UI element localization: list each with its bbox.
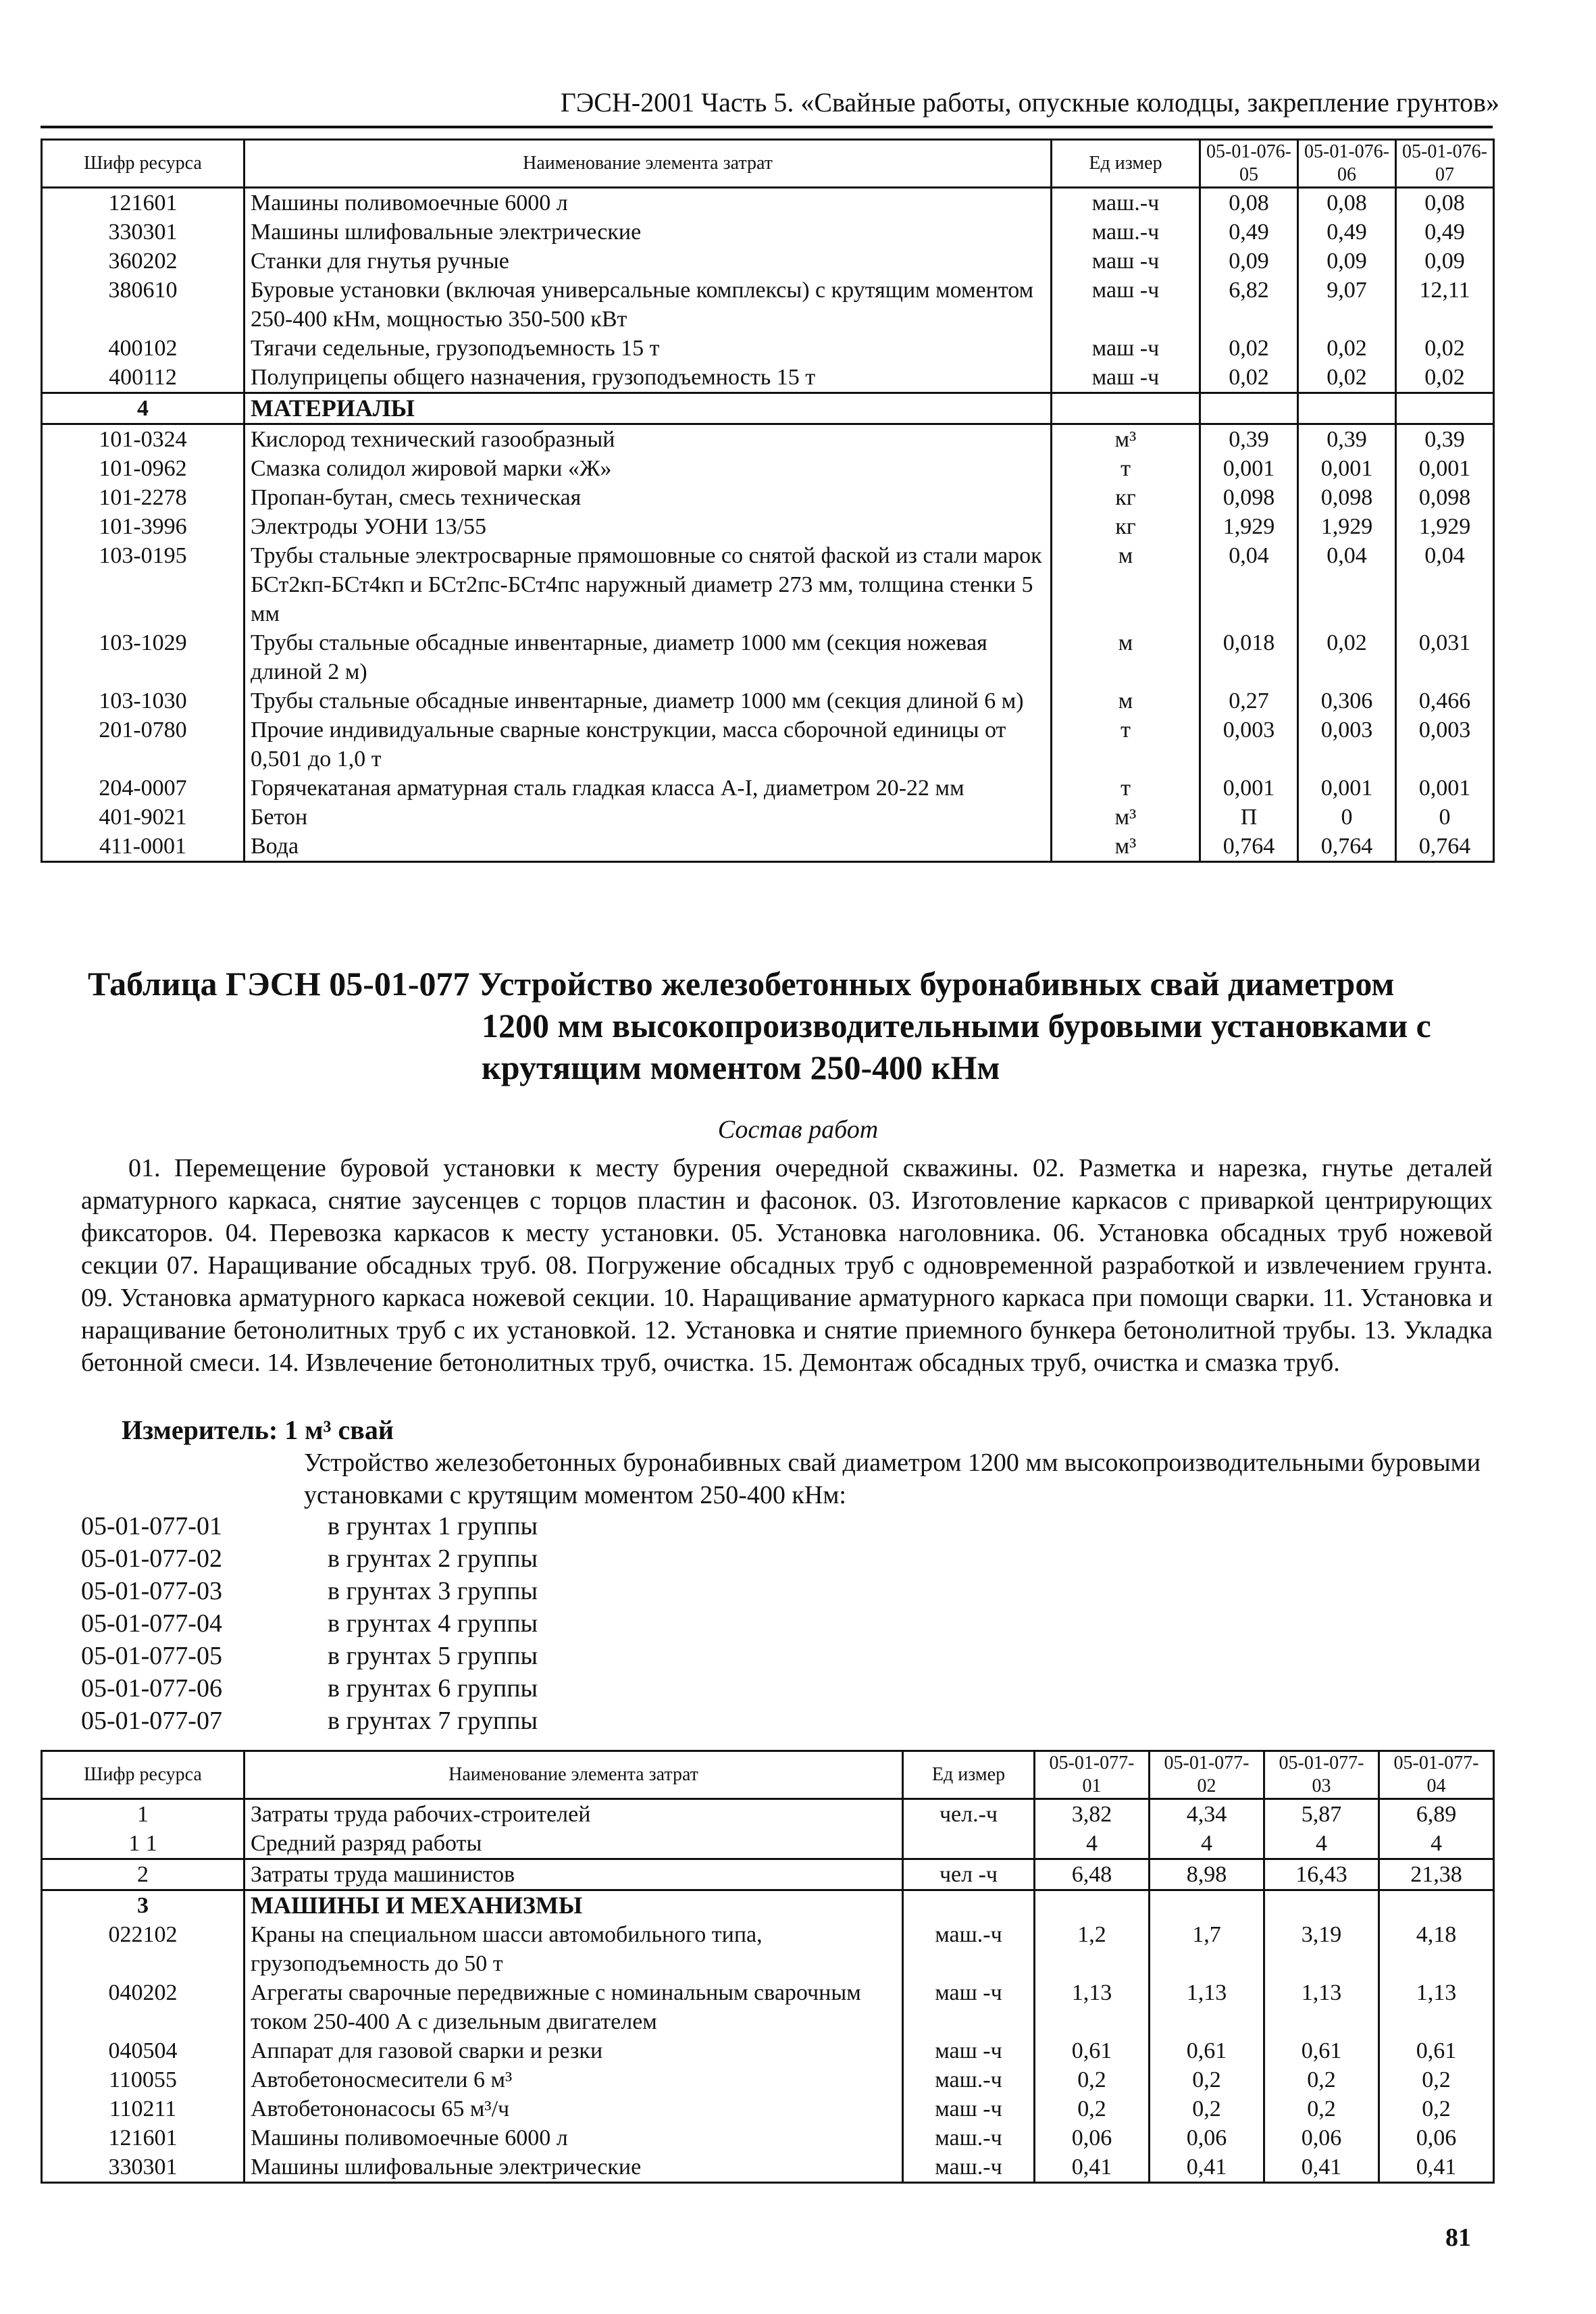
resource-value: 0,61	[1150, 2036, 1264, 2065]
resource-name: Трубы стальные обсадные инвентарные, диаметр 1000 мм (секция длиной 6 м)	[244, 686, 1052, 715]
norm-code: 05-01-077-01	[81, 1512, 222, 1540]
resource-value: 1,929	[1396, 512, 1494, 541]
column-header: Наименование элемента затрат	[244, 1751, 903, 1799]
norm-code-description: в грунтах 4 группы	[328, 1609, 538, 1638]
resource-value: 4	[1035, 1829, 1150, 1859]
resource-value: 6,48	[1035, 1859, 1150, 1890]
resource-value: 16,43	[1264, 1859, 1379, 1890]
table-row	[42, 276, 1494, 334]
table-row	[42, 628, 1494, 686]
table-row	[42, 1829, 1494, 1859]
resource-value: 0,41	[1379, 2153, 1494, 2183]
table-row	[42, 334, 1494, 363]
resource-unit	[903, 1829, 1035, 1859]
resource-code: 4	[42, 393, 244, 424]
resource-name: Затраты труда рабочих-строителей	[244, 1799, 903, 1830]
resource-unit: маш.-ч	[903, 1920, 1035, 1978]
resource-value: 0,39	[1200, 424, 1298, 455]
resource-value: 0,04	[1298, 541, 1396, 628]
resource-unit: м³	[1052, 424, 1200, 455]
table-row	[42, 1799, 1494, 1830]
table-row	[42, 686, 1494, 715]
resource-value: П	[1200, 803, 1298, 832]
resource-code: 380610	[42, 276, 244, 334]
column-header: 05-01-076-07	[1396, 140, 1494, 188]
table-row	[42, 1920, 1494, 1978]
resource-unit: м	[1052, 686, 1200, 715]
resource-value: 0,764	[1200, 832, 1298, 862]
column-header: 05-01-076-05	[1200, 140, 1298, 188]
norm-code: 05-01-077-02	[81, 1544, 222, 1573]
table-row	[42, 393, 1494, 424]
column-header: 05-01-076-06	[1298, 140, 1396, 188]
resource-value: 0,2	[1035, 2094, 1150, 2123]
resource-value: 0,2	[1264, 2094, 1379, 2123]
norm-codes-list	[81, 1510, 689, 1737]
table-row	[42, 832, 1494, 862]
resource-name: Буровые установки (включая универсальные комплексы) с крутящим моментом 250-400 кНм, мощностью 350-500 кВт	[244, 276, 1052, 334]
resource-value: 0,49	[1396, 218, 1494, 247]
table-header-row	[42, 140, 1494, 188]
column-header: Ед измер	[903, 1751, 1035, 1799]
resource-value: 0,61	[1379, 2036, 1494, 2065]
resource-value: 0,41	[1035, 2153, 1150, 2183]
resource-value: 0,06	[1379, 2123, 1494, 2153]
resource-name: Пропан-бутан, смесь техническая	[244, 483, 1052, 512]
column-header: Шифр ресурса	[42, 140, 244, 188]
table-row	[42, 188, 1494, 218]
resource-code: 1	[42, 1799, 244, 1830]
resource-code: 101-0324	[42, 424, 244, 455]
column-header: Наименование элемента затрат	[244, 140, 1052, 188]
norm-code-description: в грунтах 7 группы	[328, 1707, 538, 1735]
resource-value: 0,02	[1396, 334, 1494, 363]
resource-unit: маш.-ч	[903, 2153, 1035, 2183]
resource-code: 204-0007	[42, 774, 244, 803]
norm-code-description: в грунтах 1 группы	[328, 1512, 538, 1540]
measure-unit: Измеритель: 1 м³ свай	[122, 1415, 394, 1445]
resource-value	[1150, 1890, 1264, 1921]
resource-value: 0,466	[1396, 686, 1494, 715]
resource-value: 0,06	[1035, 2123, 1150, 2153]
resource-name: Автобетононасосы 65 м³/ч	[244, 2094, 903, 2123]
resource-unit: кг	[1052, 512, 1200, 541]
resource-unit: м³	[1052, 803, 1200, 832]
resource-value: 6,89	[1379, 1799, 1494, 1830]
resource-unit: маш.-ч	[903, 2065, 1035, 2094]
resource-value: 0,39	[1298, 424, 1396, 455]
resource-unit: т	[1052, 454, 1200, 483]
table-title-line2: 1200 мм высокопроизводительными буровыми установками с	[482, 1007, 1431, 1045]
norm-code-item	[81, 1542, 689, 1575]
resource-value: 4,34	[1150, 1799, 1264, 1830]
resource-value: 0,04	[1396, 541, 1494, 628]
column-header: 05-01-077-02	[1150, 1751, 1264, 1799]
resource-value: 1,13	[1264, 1978, 1379, 2036]
resource-value: 0,764	[1298, 832, 1396, 862]
resource-unit: кг	[1052, 483, 1200, 512]
resource-code: 411-0001	[42, 832, 244, 862]
resource-value: 0,49	[1298, 218, 1396, 247]
resource-code: 101-0962	[42, 454, 244, 483]
resource-value: 0,001	[1396, 774, 1494, 803]
norm-code-description: в грунтах 6 группы	[328, 1674, 538, 1703]
norm-code-item	[81, 1607, 689, 1640]
resource-name: Краны на специальном шасси автомобильного типа, грузоподъемность до 50 т	[244, 1920, 903, 1978]
resource-value: 0,09	[1298, 247, 1396, 276]
resource-name: МАТЕРИАЛЫ	[244, 393, 1052, 424]
resource-unit: маш.-ч	[903, 2123, 1035, 2153]
measure-description: Устройство железобетонных буронабивных свай диаметром 1200 мм высокопроизводительными буровыми установками с крутящим моментом 250-400 кНм:	[304, 1449, 1481, 1509]
table-row	[42, 2036, 1494, 2065]
table-title-line1: Таблица ГЭСН 05-01-077 Устройство железобетонных буронабивных свай диаметром	[88, 965, 1395, 1003]
resource-unit: маш -ч	[903, 1978, 1035, 2036]
resource-value: 0,003	[1200, 715, 1298, 774]
resource-name: Трубы стальные электросварные прямошовные со снятой фаской из стали марок БСт2кп-БСт4кп и БСт2пс-БСт4пс наружный диаметр 273 мм, толщина стенки 5 мм	[244, 541, 1052, 628]
resource-code: 330301	[42, 2153, 244, 2183]
resource-name: Кислород технический газообразный	[244, 424, 1052, 455]
resource-value: 0	[1298, 803, 1396, 832]
resource-name: Вода	[244, 832, 1052, 862]
resource-unit: м	[1052, 628, 1200, 686]
norm-code: 05-01-077-06	[81, 1674, 222, 1703]
resource-value: 1,2	[1035, 1920, 1150, 1978]
table-row	[42, 2065, 1494, 2094]
resource-value: 0,018	[1200, 628, 1298, 686]
resource-value: 4	[1150, 1829, 1264, 1859]
resource-unit: м³	[1052, 832, 1200, 862]
resource-name: Горячекатаная арматурная сталь гладкая класса А-I, диаметром 20-22 мм	[244, 774, 1052, 803]
works-composition-label: Состав работ	[717, 1115, 879, 1144]
resource-value: 4,18	[1379, 1920, 1494, 1978]
resource-value: 5,87	[1264, 1799, 1379, 1830]
table-row	[42, 803, 1494, 832]
norm-code-item	[81, 1672, 689, 1705]
resource-unit: м	[1052, 541, 1200, 628]
resource-value: 0,003	[1396, 715, 1494, 774]
resource-code: 022102	[42, 1920, 244, 1978]
norm-code-item	[81, 1575, 689, 1607]
resource-value: 21,38	[1379, 1859, 1494, 1890]
table-row	[42, 2153, 1494, 2183]
resource-value	[1200, 393, 1298, 424]
resource-name: МАШИНЫ И МЕХАНИЗМЫ	[244, 1890, 903, 1921]
norm-code: 05-01-077-04	[81, 1609, 222, 1638]
table-title-line3: крутящим моментом 250-400 кНм	[482, 1049, 1000, 1086]
resource-code: 2	[42, 1859, 244, 1890]
resource-name: Средний разряд работы	[244, 1829, 903, 1859]
resource-value: 0,2	[1150, 2094, 1264, 2123]
header-rule	[41, 126, 1493, 128]
resource-value: 0,09	[1200, 247, 1298, 276]
resource-value: 0,001	[1298, 454, 1396, 483]
resource-code: 101-3996	[42, 512, 244, 541]
resource-value: 0,02	[1200, 334, 1298, 363]
resource-value: 0,39	[1396, 424, 1494, 455]
resource-value: 12,11	[1396, 276, 1494, 334]
table-row	[42, 1978, 1494, 2036]
resource-value: 4	[1379, 1829, 1494, 1859]
resource-value: 0,2	[1379, 2094, 1494, 2123]
resource-value: 0,02	[1298, 628, 1396, 686]
resource-unit: чел -ч	[903, 1859, 1035, 1890]
resource-name: Аппарат для газовой сварки и резки	[244, 2036, 903, 2065]
table-row	[42, 774, 1494, 803]
resource-value: 0,04	[1200, 541, 1298, 628]
resource-value: 0,001	[1396, 454, 1494, 483]
resource-value	[1396, 393, 1494, 424]
resource-value: 4	[1264, 1829, 1379, 1859]
resource-value: 0,08	[1298, 188, 1396, 218]
resource-unit: маш -ч	[1052, 247, 1200, 276]
resource-table-076	[41, 139, 1495, 863]
resource-code: 103-0195	[42, 541, 244, 628]
resource-value: 3,82	[1035, 1799, 1150, 1830]
norm-code-description: в грунтах 3 группы	[328, 1577, 538, 1605]
resource-value: 0,02	[1298, 334, 1396, 363]
resource-value: 8,98	[1150, 1859, 1264, 1890]
table-row	[42, 512, 1494, 541]
table-row	[42, 483, 1494, 512]
resource-name: Машины шлифовальные электрические	[244, 2153, 903, 2183]
resource-value: 1,13	[1150, 1978, 1264, 2036]
resource-value: 9,07	[1298, 276, 1396, 334]
resource-value: 0,41	[1264, 2153, 1379, 2183]
resource-value: 1,7	[1150, 1920, 1264, 1978]
table-row	[42, 363, 1494, 393]
resource-code: 3	[42, 1890, 244, 1921]
resource-name: Машины поливомоечные 6000 л	[244, 2123, 903, 2153]
resource-value: 0,001	[1200, 774, 1298, 803]
resource-code: 400112	[42, 363, 244, 393]
resource-value: 0,08	[1200, 188, 1298, 218]
column-header: 05-01-077-04	[1379, 1751, 1494, 1799]
table-row	[42, 2094, 1494, 2123]
resource-code: 040504	[42, 2036, 244, 2065]
resource-name: Трубы стальные обсадные инвентарные, диаметр 1000 мм (секция ножевая длиной 2 м)	[244, 628, 1052, 686]
resource-value: 0,09	[1396, 247, 1494, 276]
resource-value: 1,929	[1298, 512, 1396, 541]
column-header: Ед измер	[1052, 140, 1200, 188]
resource-value: 0,08	[1396, 188, 1494, 218]
resource-unit: маш -ч	[903, 2094, 1035, 2123]
resource-value: 0,001	[1200, 454, 1298, 483]
resource-code: 110055	[42, 2065, 244, 2094]
resource-value: 1,929	[1200, 512, 1298, 541]
resource-name: Смазка солидол жировой марки «Ж»	[244, 454, 1052, 483]
table-row	[42, 1859, 1494, 1890]
resource-value: 0,003	[1298, 715, 1396, 774]
table-row	[42, 1890, 1494, 1921]
resource-value: 0,2	[1035, 2065, 1150, 2094]
resource-value: 0,2	[1264, 2065, 1379, 2094]
resource-value: 0,02	[1298, 363, 1396, 393]
resource-code: 040202	[42, 1978, 244, 2036]
works-composition-text: 01. Перемещение буровой установки к месту бурения очередной скважины. 02. Разметка и нарезка, гнутье деталей арматурного каркаса, снятие заусенцев с торцов пластин и фасонок. 03. Изготовление каркасов с приваркой центрирующих фиксаторов. 04. Перевозка каркасов к месту установки. 05. Установка наголовника. 06. Установка обсадных труб ножевой секции 07. Наращивание обсадных труб. 08. Погружение обсадных труб с одновременной разработкой и извлечением грунта. 09. Установка арматурного каркаса ножевой секции. 10. Наращивание арматурного каркаса при помощи сварки. 11. Установка и наращивание бетонолитных труб с их установкой. 12. Установка и снятие приемного бункера бетонолитной трубы. 13. Укладка бетонной смеси. 14. Извлечение бетонолитных труб, очистка. 15. Демонтаж обсадных труб, очистка и смазка труб.	[81, 1154, 1493, 1377]
resource-value: 0,306	[1298, 686, 1396, 715]
resource-name: Электроды УОНИ 13/55	[244, 512, 1052, 541]
resource-code: 401-9021	[42, 803, 244, 832]
resource-unit: маш -ч	[1052, 334, 1200, 363]
resource-value	[1035, 1890, 1150, 1921]
resource-value: 0,098	[1396, 483, 1494, 512]
table-row	[42, 247, 1494, 276]
page-number: 81	[1445, 2223, 1471, 2252]
resource-unit	[903, 1890, 1035, 1921]
resource-unit: маш.-ч	[1052, 218, 1200, 247]
resource-name: Машины поливомоечные 6000 л	[244, 188, 1052, 218]
resource-value: 0,02	[1200, 363, 1298, 393]
resource-unit: т	[1052, 715, 1200, 774]
table-row	[42, 715, 1494, 774]
norm-code-description: в грунтах 2 группы	[328, 1544, 538, 1573]
resource-value: 0,06	[1150, 2123, 1264, 2153]
resource-value: 0,098	[1298, 483, 1396, 512]
column-header: Шифр ресурса	[42, 1751, 244, 1799]
resource-unit: чел.-ч	[903, 1799, 1035, 1830]
resource-code: 103-1029	[42, 628, 244, 686]
resource-value: 3,19	[1264, 1920, 1379, 1978]
resource-unit: т	[1052, 774, 1200, 803]
norm-code-item	[81, 1510, 689, 1542]
column-header: 05-01-077-03	[1264, 1751, 1379, 1799]
resource-name: Прочие индивидуальные сварные конструкции, масса сборочной единицы от 0,501 до 1,0 т	[244, 715, 1052, 774]
resource-name: Агрегаты сварочные передвижные с номинальным сварочным током 250-400 А с дизельным двигателем	[244, 1978, 903, 2036]
norm-code-item	[81, 1640, 689, 1672]
resource-code: 110211	[42, 2094, 244, 2123]
resource-value: 0,2	[1150, 2065, 1264, 2094]
resource-value: 0,098	[1200, 483, 1298, 512]
norm-code: 05-01-077-03	[81, 1577, 222, 1605]
resource-value: 0,02	[1396, 363, 1494, 393]
resource-value: 0,41	[1150, 2153, 1264, 2183]
resource-name: Станки для гнутья ручные	[244, 247, 1052, 276]
resource-name: Автобетоносмесители 6 м³	[244, 2065, 903, 2094]
resource-unit	[1052, 393, 1200, 424]
resource-code: 330301	[42, 218, 244, 247]
resource-name: Бетон	[244, 803, 1052, 832]
resource-unit: маш -ч	[1052, 276, 1200, 334]
resource-value	[1264, 1890, 1379, 1921]
resource-value: 1,13	[1035, 1978, 1150, 2036]
resource-value: 0,031	[1396, 628, 1494, 686]
resource-code: 121601	[42, 2123, 244, 2153]
resource-value: 6,82	[1200, 276, 1298, 334]
resource-value: 0,001	[1298, 774, 1396, 803]
resource-value: 0	[1396, 803, 1494, 832]
resource-code: 121601	[42, 188, 244, 218]
resource-value	[1379, 1890, 1494, 1921]
resource-unit: маш.-ч	[1052, 188, 1200, 218]
table-header-row	[42, 1751, 1494, 1799]
resource-code: 360202	[42, 247, 244, 276]
resource-name: Тягачи седельные, грузоподъемность 15 т	[244, 334, 1052, 363]
table-row	[42, 218, 1494, 247]
resource-table-077	[41, 1750, 1495, 2184]
resource-code: 400102	[42, 334, 244, 363]
resource-name: Полуприцепы общего назначения, грузоподъемность 15 т	[244, 363, 1052, 393]
running-header: ГЭСН-2001 Часть 5. «Свайные работы, опускные колодцы, закрепление грунтов»	[560, 87, 1499, 118]
norm-code: 05-01-077-07	[81, 1707, 222, 1735]
resource-unit: маш -ч	[1052, 363, 1200, 393]
table-row	[42, 541, 1494, 628]
resource-unit: маш -ч	[903, 2036, 1035, 2065]
table-title	[88, 963, 1493, 1088]
column-header: 05-01-077-01	[1035, 1751, 1150, 1799]
norm-code-description: в грунтах 5 группы	[328, 1642, 538, 1670]
resource-value: 0,27	[1200, 686, 1298, 715]
table-row	[42, 424, 1494, 455]
resource-code: 103-1030	[42, 686, 244, 715]
resource-code: 201-0780	[42, 715, 244, 774]
norm-code: 05-01-077-05	[81, 1642, 222, 1670]
resource-name: Затраты труда машинистов	[244, 1859, 903, 1890]
resource-value: 0,61	[1035, 2036, 1150, 2065]
resource-value: 0,49	[1200, 218, 1298, 247]
resource-name: Машины шлифовальные электрические	[244, 218, 1052, 247]
table-row	[42, 454, 1494, 483]
table-row	[42, 2123, 1494, 2153]
resource-value: 0,61	[1264, 2036, 1379, 2065]
norm-code-item	[81, 1705, 689, 1737]
resource-code: 101-2278	[42, 483, 244, 512]
resource-value: 0,764	[1396, 832, 1494, 862]
resource-value	[1298, 393, 1396, 424]
resource-value: 0,06	[1264, 2123, 1379, 2153]
resource-value: 0,2	[1379, 2065, 1494, 2094]
resource-value: 1,13	[1379, 1978, 1494, 2036]
resource-code: 1 1	[42, 1829, 244, 1859]
